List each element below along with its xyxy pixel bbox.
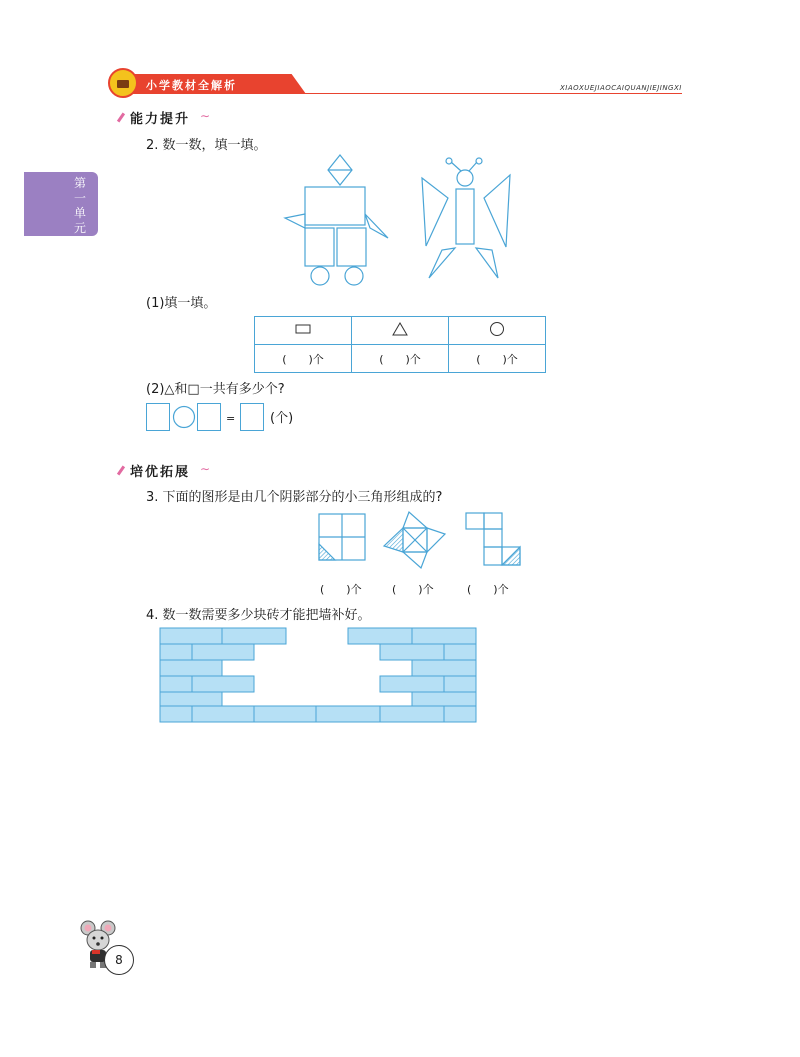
question-3-title: 3. 下面的图形是由几个阴影部分的小三角形组成的?: [146, 490, 443, 505]
q3-answer-3[interactable]: ( )个: [467, 583, 509, 596]
brick: [160, 692, 222, 706]
brick: [444, 706, 476, 722]
brick: [380, 706, 444, 722]
answer-cell-circle[interactable]: ( )个: [449, 345, 546, 373]
header-pinyin: XIAOXUEJIAOCAIQUANJIEJINGXI: [560, 84, 682, 92]
answer-cell-triangle[interactable]: ( )个: [352, 345, 449, 373]
triangle-figures: [314, 508, 534, 578]
triangle-icon: [392, 322, 408, 336]
shape-figures: [280, 150, 520, 290]
q3-answer-2[interactable]: ( )个: [392, 583, 434, 596]
table-row: [255, 345, 546, 373]
brick: [222, 628, 286, 644]
answer-cell-rect[interactable]: ( )个: [255, 345, 352, 373]
brick: [316, 706, 380, 722]
brick-wall: [158, 626, 480, 724]
squiggle-icon: ∼: [200, 462, 211, 476]
figure-square: [319, 514, 365, 560]
figure-pinwheel: [384, 512, 445, 568]
answer-box-result[interactable]: [240, 403, 264, 431]
brick: [444, 644, 476, 660]
part-1-label: (1)填一填。: [146, 296, 217, 311]
brick: [380, 644, 444, 660]
unit-side-tab-label: 第一单元: [73, 176, 86, 235]
answer-box-2[interactable]: [197, 403, 221, 431]
operator-circle-box[interactable]: [172, 405, 196, 429]
table-header-rect: [255, 317, 352, 345]
brick: [160, 644, 192, 660]
brick: [160, 660, 222, 676]
equals-sign: =: [226, 412, 236, 425]
brick: [192, 676, 254, 692]
brick: [412, 692, 476, 706]
figure-steps: [466, 513, 520, 565]
table-header-triangle: [352, 317, 449, 345]
header-title: 小学教材全解析: [146, 79, 237, 92]
pen-icon: [117, 466, 125, 476]
unit-side-tab: [24, 172, 98, 236]
answer-box-1[interactable]: [146, 403, 170, 431]
brick: [412, 660, 476, 676]
q3-answer-1[interactable]: ( )个: [320, 583, 362, 596]
brick: [160, 676, 192, 692]
brick: [254, 706, 316, 722]
question-2-title: 2. 数一数，填一填。: [146, 138, 267, 153]
section-title-enrichment: 培优拓展: [130, 465, 191, 480]
squiggle-icon: ∼: [200, 109, 211, 123]
robot-figure: [285, 155, 388, 285]
pen-icon: [117, 113, 125, 123]
question-4-title: 4. 数一数需要多少块砖才能把墙补好。: [146, 608, 371, 623]
page-number: 8: [104, 945, 134, 975]
brick: [348, 628, 412, 644]
part-2-label: (2)△和□一共有多少个?: [146, 382, 285, 397]
brick: [380, 676, 444, 692]
table-header-row: [255, 317, 546, 345]
table-header-circle: [449, 317, 546, 345]
brick: [412, 628, 476, 644]
header-rule: [300, 93, 682, 94]
section-title-ability: 能力提升: [130, 112, 191, 127]
rectangle-icon: [295, 324, 311, 334]
count-table: [254, 316, 546, 373]
insect-figure: [422, 158, 510, 278]
brick: [192, 706, 254, 722]
book-logo-icon: [108, 68, 138, 98]
brick: [160, 628, 222, 644]
brick: [192, 644, 254, 660]
brick: [444, 676, 476, 692]
brick: [160, 706, 192, 722]
unit-label: (个): [270, 411, 294, 426]
circle-icon: [489, 321, 505, 337]
